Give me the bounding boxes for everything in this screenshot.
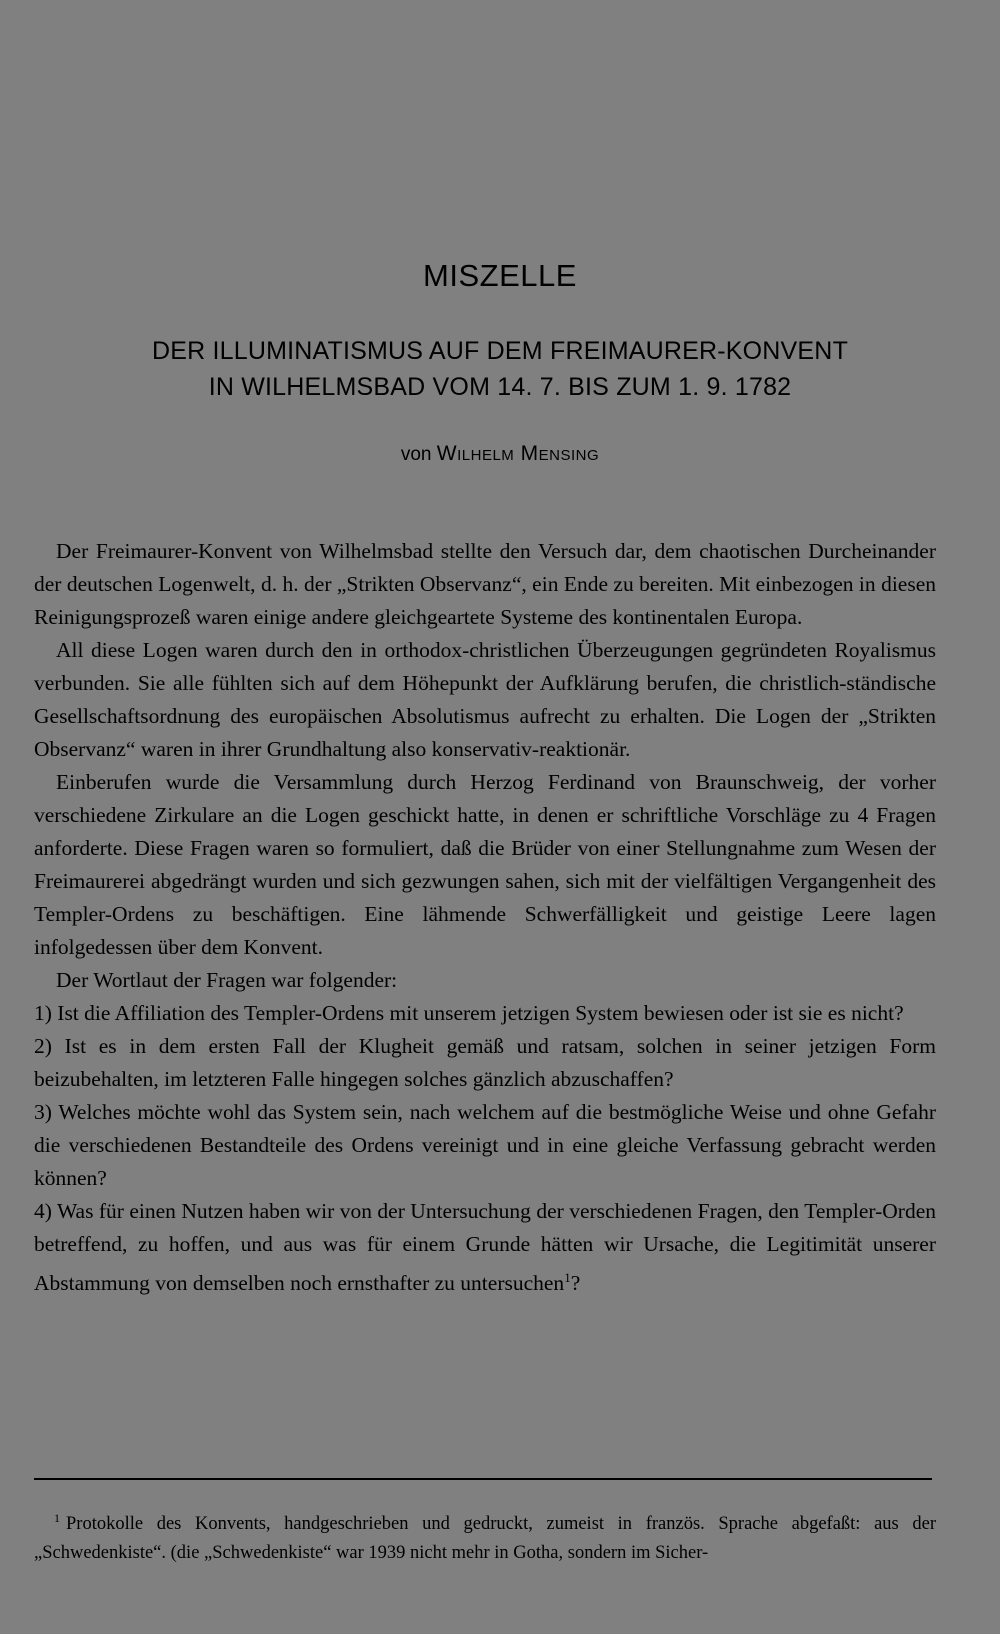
footnote-divider xyxy=(34,1478,932,1480)
question-4-end: ? xyxy=(570,1271,581,1296)
question-2: 2) Ist es in dem ersten Fall der Klugheit gemäß und ratsam, solchen in seiner jetzigen Form beizubehalten, im letzteren Falle hingegen solches gänzlich abzuschaffen? xyxy=(34,1034,936,1091)
byline xyxy=(0,442,1000,466)
question-4 xyxy=(34,1195,936,1300)
title-line-1: DER ILLUMINATISMUS AUF DEM FREIMAURER-KONVENT xyxy=(151,337,849,365)
title-line-2: IN WILHELMSBAD VOM 14. 7. BIS ZUM 1. 9. 1782 xyxy=(208,373,792,401)
paragraph-1: Der Freimaurer-Konvent von Wilhelmsbad stellte den Versuch dar, dem chaotischen Durcheinander der deutschen Logenwelt, d. h. der „Strikten Observanz“, ein Ende zu bereiten. Mit einbezogen in diesen Reinigungsprozeß waren einige andere gleichgeartete Systeme des kontinentalen Europa. xyxy=(34,539,936,629)
author-name: Wilhelm Mensing xyxy=(436,442,600,465)
paragraph-4: Der Wortlaut der Fragen war folgender: xyxy=(56,968,398,992)
byline-prefix: von xyxy=(400,444,432,465)
body-text xyxy=(34,535,936,1300)
question-1: 1) Ist die Affiliation des Templer-Ordens mit unserem jetzigen System bewiesen oder ist sie es nicht? xyxy=(34,1001,904,1025)
footnote-mark: 1 xyxy=(54,1511,60,1525)
article-title xyxy=(0,333,1000,405)
paragraph-3: Einberufen wurde die Versammlung durch Herzog Ferdinand von Braunschweig, der vorher verschiedene Zirkulare an die Logen geschickt hatte, in denen er schriftliche Vorschläge zu 4 Fragen anforderte. Diese Fragen waren so formuliert, daß die Brüder von einer Stellungnahme zum Wesen der Freimaurerei abgedrängt wurden und sich gezwungen sahen, sich mit der vielfältigen Vergangenheit des Templer-Ordens zu beschäftigen. Eine lähmende Schwerfälligkeit und geistige Leere lagen infolgedessen über dem Konvent. xyxy=(34,770,936,959)
question-3: 3) Welches möchte wohl das System sein, nach welchem auf die bestmögliche Weise und ohne Gefahr die verschiedenen Bestandteile des Ordens vereinigt und in eine gleiche Verfassung gebracht werden können? xyxy=(34,1100,936,1190)
question-4-text: 4) Was für einen Nutzen haben wir von der Untersuchung der verschiedenen Fragen, den Templer-Orden betreffend, zu hoffen, und aus was für einem Grunde hätten wir Ursache, die Legitimität unserer Abstammung von demselben noch ernsthafter zu untersuchen xyxy=(34,1199,936,1296)
footnote xyxy=(34,1504,936,1568)
footnote-text: Protokolle des Konvents, handgeschrieben und gedruckt, zumeist in französ. Sprache abgefaßt: aus der „Schwedenkiste“. (die „Schwedenkiste“ war 1939 nicht mehr in Gotha, sondern im Sicher- xyxy=(34,1514,936,1564)
paragraph-2: All diese Logen waren durch den in orthodox-christlichen Überzeugungen gegründeten Royalismus verbunden. Sie alle fühlten sich auf dem Höhepunkt der Aufklärung berufen, die christlich-ständische Gesellschaftsordnung des europäischen Absolutismus aufrecht zu erhalten. Die Logen der „Strikten Observanz“ waren in ihrer Grundhaltung also konservativ-reaktionär. xyxy=(34,638,936,761)
section-label: MISZELLE xyxy=(423,258,577,293)
footnote-reference: 1 xyxy=(564,1270,571,1285)
